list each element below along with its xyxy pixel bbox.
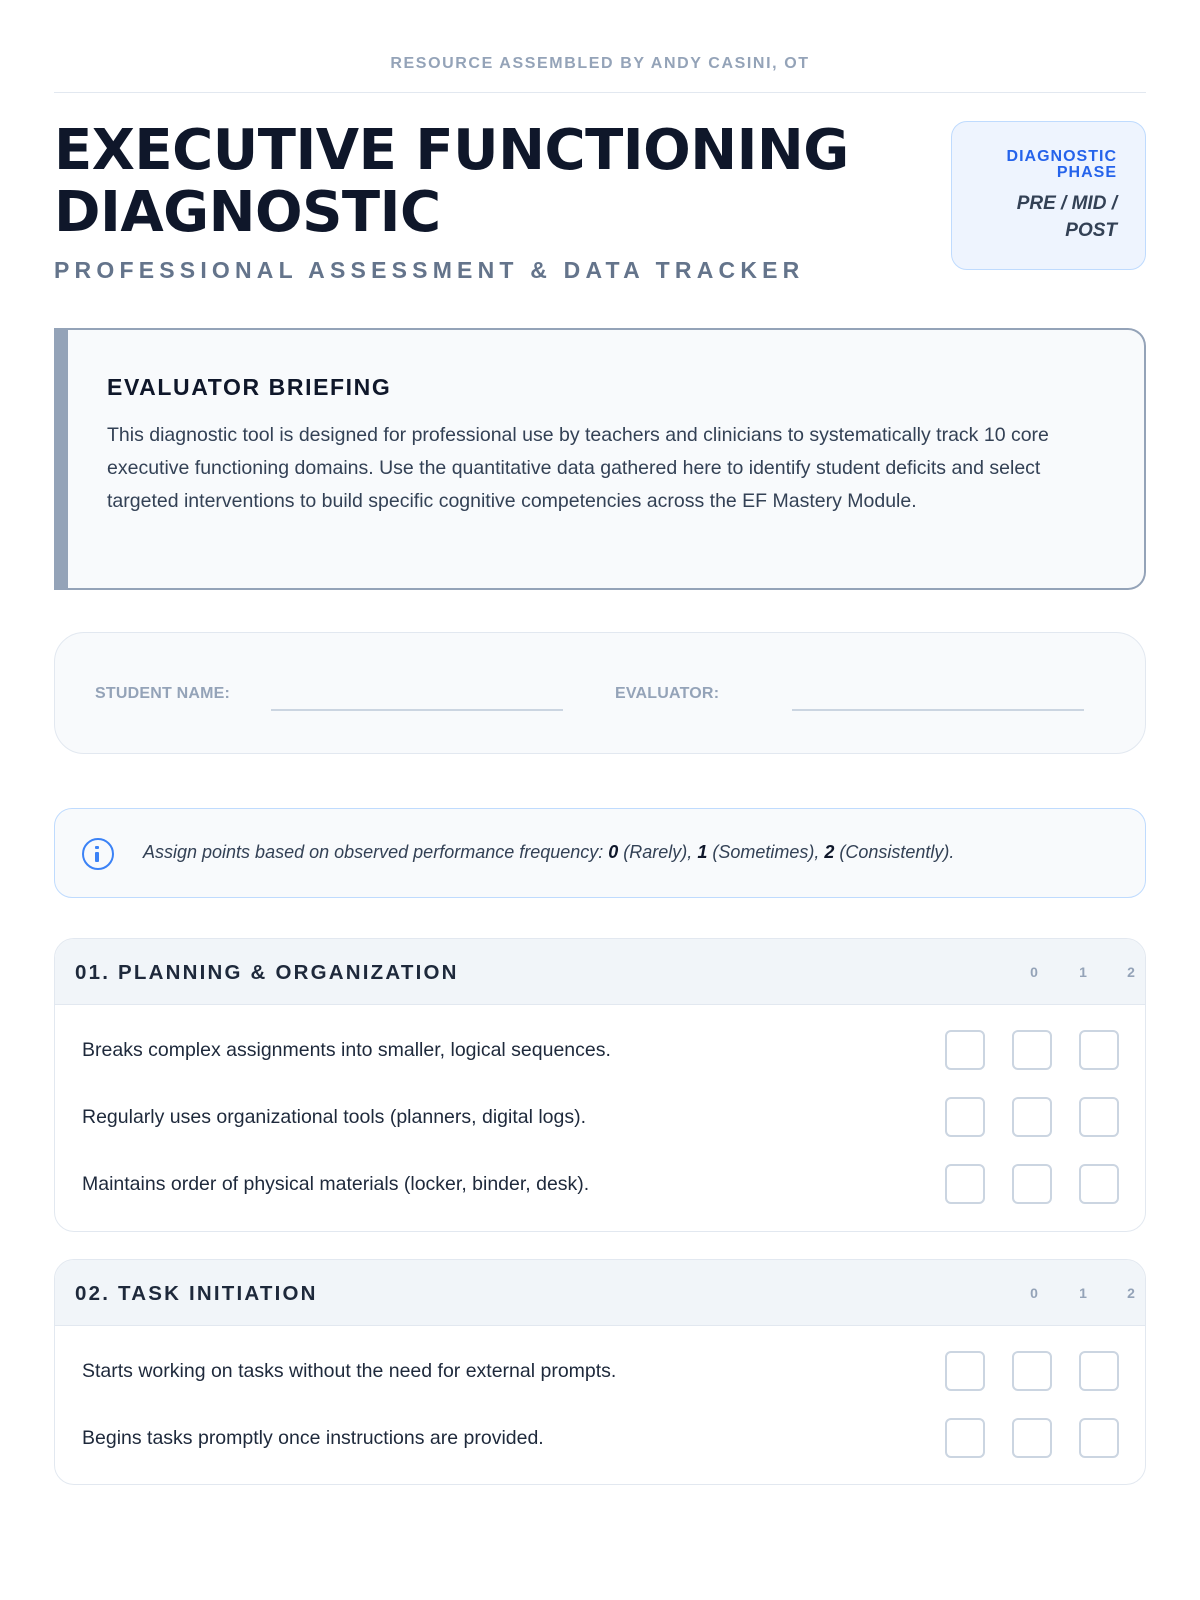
checklist-item: [55, 1339, 1146, 1405]
legend-score-1-text: (Sometimes),: [707, 842, 825, 862]
score-0-checkbox[interactable]: [945, 1351, 985, 1391]
score-1-checkbox[interactable]: [1012, 1097, 1052, 1137]
briefing-title: EVALUATOR BRIEFING: [107, 374, 392, 400]
phase-value: [952, 190, 1117, 244]
section-title: 01. PLANNING & ORGANIZATION: [75, 961, 459, 984]
resource-credit: RESOURCE ASSEMBLED BY ANDY CASINI, OT: [390, 55, 810, 72]
score-0-checkbox[interactable]: [945, 1164, 985, 1204]
legend-score-0: 0: [608, 842, 619, 862]
page-title-line-2: DIAGNOSTIC: [54, 180, 441, 245]
page-title: [54, 120, 954, 244]
phase-label-line-1: DIAGNOSTIC: [1006, 148, 1117, 165]
student-info-card: [54, 632, 1146, 754]
phase-label-line-2: PHASE: [1056, 164, 1117, 181]
score-2-checkbox[interactable]: [1079, 1030, 1119, 1070]
legend-score-1: 1: [697, 842, 708, 862]
scale-label-0: 0: [1030, 1285, 1038, 1301]
evaluator-label: EVALUATOR:: [615, 685, 720, 702]
checklist-item-text: Regularly uses organizational tools (planners, digital logs).: [82, 1106, 587, 1128]
phase-value-line-1: PRE / MID /: [1016, 193, 1117, 214]
page-subtitle: PROFESSIONAL ASSESSMENT & DATA TRACKER: [54, 257, 805, 283]
section-task-initiation: [54, 1259, 1146, 1485]
legend-score-2-text: (Consistently).: [834, 842, 955, 862]
checklist-item-text: Begins tasks promptly once instructions are provided.: [82, 1427, 544, 1449]
checklist-item: [55, 1152, 1146, 1218]
section-header: [55, 1260, 1145, 1326]
score-2-checkbox[interactable]: [1079, 1418, 1119, 1458]
info-icon: [82, 838, 114, 870]
score-2-checkbox[interactable]: [1079, 1164, 1119, 1204]
evaluator-field[interactable]: [792, 709, 1084, 711]
checklist-item-text: Maintains order of physical materials (locker, binder, desk).: [82, 1173, 590, 1195]
section-title: 02. TASK INITIATION: [75, 1282, 318, 1305]
score-2-checkbox[interactable]: [1079, 1097, 1119, 1137]
diagnostic-page: [54, 0, 1146, 1600]
score-1-checkbox[interactable]: [1012, 1164, 1052, 1204]
phase-value-line-2: POST: [1065, 220, 1117, 241]
checklist-item: [55, 1018, 1146, 1084]
evaluator-briefing: [54, 328, 1146, 590]
checklist-item-text: Breaks complex assignments into smaller, logical sequences.: [82, 1039, 611, 1061]
score-0-checkbox[interactable]: [945, 1030, 985, 1070]
phase-label: [952, 149, 1117, 181]
briefing-body: This diagnostic tool is designed for professional use by teachers and clinicians to systematically track 10 core executive functioning domains. Use the quantitative data gathered here to identify student deficits and select targeted interventions to build specific cognitive competencies across the EF Mastery Module.: [107, 424, 1049, 512]
section-header: [55, 939, 1145, 1005]
legend-intro: Assign points based on observed performance frequency:: [143, 842, 609, 862]
legend-score-2: 2: [824, 842, 835, 862]
checklist-item: [55, 1406, 1146, 1472]
score-1-checkbox[interactable]: [1012, 1351, 1052, 1391]
score-0-checkbox[interactable]: [945, 1418, 985, 1458]
diagnostic-phase-badge: [951, 121, 1146, 270]
checklist-item-text: Starts working on tasks without the need for external prompts.: [82, 1360, 617, 1382]
page-title-line-1: EXECUTIVE FUNCTIONING: [54, 118, 849, 183]
score-1-checkbox[interactable]: [1012, 1418, 1052, 1458]
section-planning-organization: [54, 938, 1146, 1232]
score-1-checkbox[interactable]: [1012, 1030, 1052, 1070]
student-name-label: STUDENT NAME:: [95, 685, 231, 702]
student-name-field[interactable]: [271, 709, 563, 711]
score-0-checkbox[interactable]: [945, 1097, 985, 1137]
scale-label-0: 0: [1030, 964, 1038, 980]
scoring-legend: [54, 808, 1146, 898]
scoring-instructions: [143, 842, 954, 863]
scale-label-2: 2: [1127, 1285, 1135, 1301]
scale-label-1: 1: [1079, 964, 1087, 980]
legend-score-0-text: (Rarely),: [618, 842, 698, 862]
checklist-item: [55, 1085, 1146, 1151]
scale-label-2: 2: [1127, 964, 1135, 980]
scale-label-1: 1: [1079, 1285, 1087, 1301]
header-divider: [54, 92, 1146, 93]
score-2-checkbox[interactable]: [1079, 1351, 1119, 1391]
